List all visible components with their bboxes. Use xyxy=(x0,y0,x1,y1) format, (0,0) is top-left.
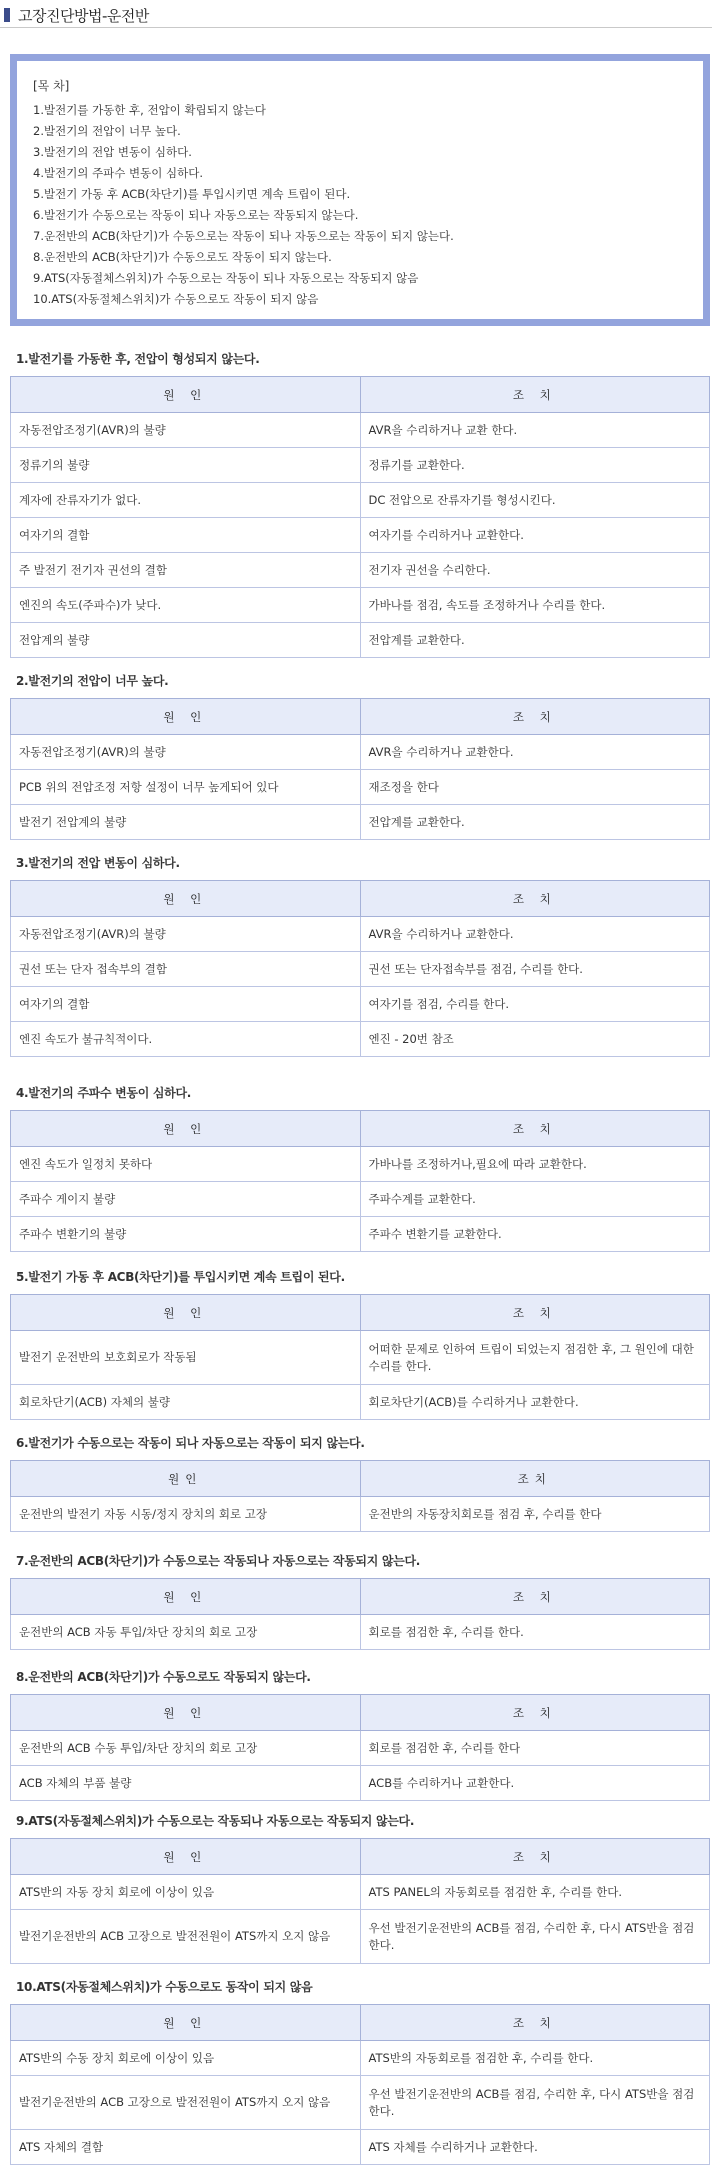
section-title: 8.운전반의 ACB(차단기)가 수동으로도 작동되지 않는다. xyxy=(16,1670,311,1684)
cause-column-header: 원 인 xyxy=(11,699,361,735)
table-row xyxy=(11,413,710,448)
table-row xyxy=(11,448,710,483)
section-title: 5.발전기 가동 후 ACB(차단기)를 투입시키면 계속 트립이 된다. xyxy=(16,1270,345,1284)
table-row xyxy=(11,917,710,952)
section-title: 9.ATS(자동절체스위치)가 수동으로는 작동되나 자동으로는 작동되지 않는다. xyxy=(16,1814,415,1828)
cause-cell: 운전반의 ACB 자동 투입/차단 장치의 회로 고장 xyxy=(11,1615,361,1650)
toc-item[interactable]: 2.발전기의 전압이 너무 높다. xyxy=(33,124,181,138)
toc-item[interactable]: 6.발전기가 수동으로는 작동이 되나 자동으로는 작동되지 않는다. xyxy=(33,208,359,222)
toc-list xyxy=(33,100,687,310)
section-title: 10.ATS(자동절체스위치)가 수동으로도 동작이 되지 않음 xyxy=(16,1980,313,1994)
toc-item[interactable]: 3.발전기의 전압 변동이 심하다. xyxy=(33,145,192,159)
action-cell: 어떠한 문제로 인하여 트립이 되었는지 점검한 후, 그 원인에 대한 수리를 한다. xyxy=(360,1331,710,1385)
action-cell: AVR을 수리하거나 교환한다. xyxy=(360,735,710,770)
toc-item[interactable]: 8.운전반의 ACB(차단기)가 수동으로도 작동이 되지 않는다. xyxy=(33,250,332,264)
table-row xyxy=(11,770,710,805)
action-cell: 우선 발전기운전반의 ACB를 점검, 수리한 후, 다시 ATS반을 점검한다. xyxy=(360,1910,710,1964)
table-row xyxy=(11,1147,710,1182)
cause-action-table xyxy=(10,376,710,658)
trouble-section xyxy=(10,854,712,1057)
table-row xyxy=(11,1766,710,1801)
table-row xyxy=(11,623,710,658)
cause-cell: 엔진 속도가 불규칙적이다. xyxy=(11,1022,361,1057)
trouble-section xyxy=(10,672,712,840)
action-cell: 주파수 변환기를 교환한다. xyxy=(360,1217,710,1252)
toc-item[interactable]: 1.발전기를 가동한 후, 전압이 확립되지 않는다 xyxy=(33,103,266,117)
section-title: 3.발전기의 전압 변동이 심하다. xyxy=(16,856,180,870)
cause-column-header: 원 인 xyxy=(11,1579,361,1615)
cause-cell: 자동전압조정기(AVR)의 불량 xyxy=(11,413,361,448)
action-cell: 회로를 점검한 후, 수리를 한다. xyxy=(360,1615,710,1650)
cause-cell: 회로차단기(ACB) 자체의 불량 xyxy=(11,1385,361,1420)
table-header-row xyxy=(11,699,710,735)
table-row xyxy=(11,952,710,987)
table-row xyxy=(11,518,710,553)
action-cell: 운전반의 자동장치회로를 점검 후, 수리를 한다 xyxy=(360,1497,710,1532)
toc-heading: [목 차] xyxy=(33,79,70,93)
cause-column-header: 원 인 xyxy=(11,1295,361,1331)
cause-cell: 엔진 속도가 일정치 못하다 xyxy=(11,1147,361,1182)
action-cell: 전압계를 교환한다. xyxy=(360,623,710,658)
section-title: 2.발전기의 전압이 너무 높다. xyxy=(16,674,169,688)
action-cell: 전압계를 교환한다. xyxy=(360,805,710,840)
page-title: 고장진단방법-운전반 xyxy=(18,7,149,25)
cause-cell: 발전기 전압계의 불량 xyxy=(11,805,361,840)
trouble-section xyxy=(10,1434,712,1532)
table-row xyxy=(11,1910,710,1964)
action-column-header: 조 치 xyxy=(360,1839,710,1875)
table-row xyxy=(11,2076,710,2130)
table-header-row xyxy=(11,1295,710,1331)
cause-cell: 주파수 게이지 불량 xyxy=(11,1182,361,1217)
action-cell: AVR을 수리하거나 교환 한다. xyxy=(360,413,710,448)
toc-item[interactable]: 10.ATS(자동절체스위치)가 수동으로도 작동이 되지 않음 xyxy=(33,292,319,306)
table-row xyxy=(11,1182,710,1217)
cause-cell: 자동전압조정기(AVR)의 불량 xyxy=(11,917,361,952)
cause-column-header: 원 인 xyxy=(11,1839,361,1875)
section-title: 7.운전반의 ACB(차단기)가 수동으로는 작동되나 자동으로는 작동되지 않는다. xyxy=(16,1554,421,1568)
action-column-header: 조 치 xyxy=(360,2005,710,2041)
cause-action-table xyxy=(10,1294,710,1420)
section-title: 6.발전기가 수동으로는 작동이 되나 자동으로는 작동이 되지 않는다. xyxy=(16,1436,365,1450)
action-cell: 엔진 - 20번 참조 xyxy=(360,1022,710,1057)
cause-cell: PCB 위의 전압조정 저항 설정이 너무 높게되어 있다 xyxy=(11,770,361,805)
cause-action-table xyxy=(10,1578,710,1650)
action-column-header: 조 치 xyxy=(360,699,710,735)
action-cell: DC 전압으로 잔류자기를 형성시킨다. xyxy=(360,483,710,518)
table-row xyxy=(11,987,710,1022)
table-row xyxy=(11,1875,710,1910)
cause-column-header: 원 인 xyxy=(11,1111,361,1147)
toc-item[interactable]: 5.발전기 가동 후 ACB(차단기)를 투입시키면 계속 트립이 된다. xyxy=(33,187,351,201)
table-header-row xyxy=(11,881,710,917)
toc-item[interactable]: 9.ATS(자동절체스위치)가 수동으로는 작동이 되나 자동으로는 작동되지 않음 xyxy=(33,271,419,285)
table-row xyxy=(11,483,710,518)
toc-item[interactable]: 4.발전기의 주파수 변동이 심하다. xyxy=(33,166,204,180)
table-row xyxy=(11,588,710,623)
cause-action-table xyxy=(10,1110,710,1252)
cause-cell: 엔진의 속도(주파수)가 낮다. xyxy=(11,588,361,623)
cause-action-table xyxy=(10,1838,710,1964)
table-header-row xyxy=(11,1695,710,1731)
title-marker xyxy=(4,8,10,22)
cause-column-header: 원 인 xyxy=(11,1695,361,1731)
trouble-section xyxy=(10,1268,712,1420)
cause-column-header: 원인 xyxy=(11,1461,361,1497)
table-row xyxy=(11,553,710,588)
trouble-section xyxy=(10,1552,712,1650)
action-column-header: 조 치 xyxy=(360,377,710,413)
table-header-row xyxy=(11,1111,710,1147)
table-row xyxy=(11,735,710,770)
action-column-header: 조 치 xyxy=(360,881,710,917)
section-title: 4.발전기의 주파수 변동이 심하다. xyxy=(16,1086,191,1100)
cause-cell: ACB 자체의 부품 불량 xyxy=(11,1766,361,1801)
action-cell: 가바나를 점검, 속도를 조정하거나 수리를 한다. xyxy=(360,588,710,623)
action-column-header: 조치 xyxy=(360,1461,710,1497)
cause-cell: 발전기운전반의 ACB 고장으로 발전전원이 ATS까지 오지 않음 xyxy=(11,1910,361,1964)
action-cell: 주파수계를 교환한다. xyxy=(360,1182,710,1217)
cause-cell: 정류기의 불량 xyxy=(11,448,361,483)
trouble-section xyxy=(10,350,712,658)
cause-action-table xyxy=(10,2004,710,2165)
action-column-header: 조 치 xyxy=(360,1111,710,1147)
action-column-header: 조 치 xyxy=(360,1695,710,1731)
cause-cell: 주파수 변환기의 불량 xyxy=(11,1217,361,1252)
action-cell: 여자기를 수리하거나 교환한다. xyxy=(360,518,710,553)
table-row xyxy=(11,1331,710,1385)
table-of-contents xyxy=(10,54,710,326)
action-cell: 전기자 권선을 수리한다. xyxy=(360,553,710,588)
cause-cell: 운전반의 발전기 자동 시동/정지 장치의 회로 고장 xyxy=(11,1497,361,1532)
cause-cell: ATS 자체의 결함 xyxy=(11,2130,361,2165)
action-cell: 회로를 점검한 후, 수리를 한다 xyxy=(360,1731,710,1766)
table-header-row xyxy=(11,1579,710,1615)
cause-cell: 전압계의 불량 xyxy=(11,623,361,658)
action-cell: ATS 자체를 수리하거나 교환한다. xyxy=(360,2130,710,2165)
cause-cell: 계자에 잔류자기가 없다. xyxy=(11,483,361,518)
table-header-row xyxy=(11,1461,710,1497)
section-title: 1.발전기를 가동한 후, 전압이 형성되지 않는다. xyxy=(16,352,260,366)
table-row xyxy=(11,1615,710,1650)
cause-action-table xyxy=(10,698,710,840)
cause-cell: 자동전압조정기(AVR)의 불량 xyxy=(11,735,361,770)
trouble-section xyxy=(10,1668,712,1801)
cause-cell: 권선 또는 단자 접속부의 결함 xyxy=(11,952,361,987)
table-row xyxy=(11,2041,710,2076)
cause-column-header: 원 인 xyxy=(11,881,361,917)
cause-cell: 여자기의 결함 xyxy=(11,987,361,1022)
table-row xyxy=(11,805,710,840)
action-cell: ACB를 수리하거나 교환한다. xyxy=(360,1766,710,1801)
cause-cell: 운전반의 ACB 수동 투입/차단 장치의 회로 고장 xyxy=(11,1731,361,1766)
cause-cell: ATS반의 수동 장치 회로에 이상이 있음 xyxy=(11,2041,361,2076)
cause-cell: 발전기운전반의 ACB 고장으로 발전전원이 ATS까지 오지 않음 xyxy=(11,2076,361,2130)
table-row xyxy=(11,2130,710,2165)
cause-column-header: 원 인 xyxy=(11,377,361,413)
cause-cell: ATS반의 자동 장치 회로에 이상이 있음 xyxy=(11,1875,361,1910)
trouble-section xyxy=(10,1812,712,1964)
cause-action-table xyxy=(10,1694,710,1801)
trouble-section xyxy=(10,1978,712,2165)
action-cell: 여자기를 점검, 수리를 한다. xyxy=(360,987,710,1022)
cause-cell: 주 발전기 전기자 권선의 결함 xyxy=(11,553,361,588)
action-cell: ATS PANEL의 자동회로를 점검한 후, 수리를 한다. xyxy=(360,1875,710,1910)
toc-item[interactable]: 7.운전반의 ACB(차단기)가 수동으로는 작동이 되나 자동으로는 작동이 되지 않는다. xyxy=(33,229,454,243)
action-cell: ATS반의 자동회로를 점검한 후, 수리를 한다. xyxy=(360,2041,710,2076)
table-row xyxy=(11,1022,710,1057)
action-cell: 가바나를 조정하거나,필요에 따라 교환한다. xyxy=(360,1147,710,1182)
table-header-row xyxy=(11,1839,710,1875)
cause-action-table xyxy=(10,880,710,1057)
action-cell: 권선 또는 단자접속부를 점검, 수리를 한다. xyxy=(360,952,710,987)
table-row xyxy=(11,1217,710,1252)
table-row xyxy=(11,1731,710,1766)
action-cell: 회로차단기(ACB)를 수리하거나 교환한다. xyxy=(360,1385,710,1420)
page-header xyxy=(0,2,712,28)
table-row xyxy=(11,1385,710,1420)
action-cell: AVR을 수리하거나 교환한다. xyxy=(360,917,710,952)
action-column-header: 조 치 xyxy=(360,1295,710,1331)
cause-cell: 여자기의 결함 xyxy=(11,518,361,553)
table-header-row xyxy=(11,2005,710,2041)
table-row xyxy=(11,1497,710,1532)
action-cell: 우선 발전기운전반의 ACB를 점검, 수리한 후, 다시 ATS반을 점검한다. xyxy=(360,2076,710,2130)
cause-cell: 발전기 운전반의 보호회로가 작동됨 xyxy=(11,1331,361,1385)
action-cell: 재조정을 한다 xyxy=(360,770,710,805)
action-column-header: 조 치 xyxy=(360,1579,710,1615)
cause-column-header: 원 인 xyxy=(11,2005,361,2041)
trouble-section xyxy=(10,1084,712,1252)
action-cell: 정류기를 교환한다. xyxy=(360,448,710,483)
cause-action-table xyxy=(10,1460,710,1532)
table-header-row xyxy=(11,377,710,413)
